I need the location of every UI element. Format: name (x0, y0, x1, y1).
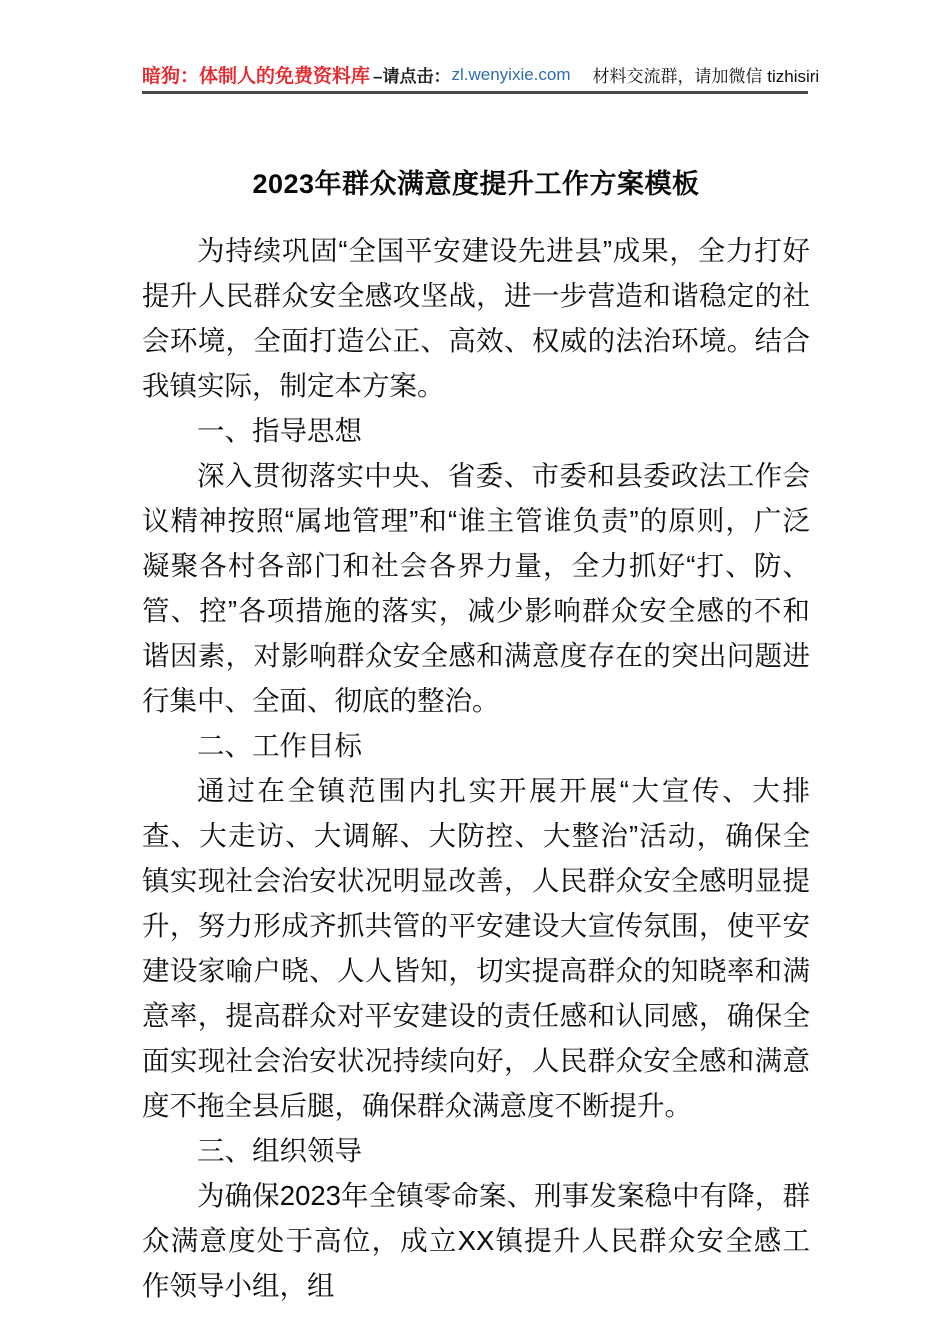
promo-site-link[interactable]: zl.wenyixie.com (451, 64, 571, 84)
section-heading-2: 二、工作目标 (197, 730, 362, 761)
promo-click-prompt: –请点击： (373, 67, 451, 86)
paragraph: 为持续巩固“全国平安建设先进县”成果，全力打好提升人民群众安全感攻坚战，进一步营造和谐稳定的社会环境，全面打造公正、高效、权威的法治环境。结合我镇实际，制定本方案。 (142, 235, 810, 401)
promo-wechat-note: 材料交流群，请加微信 tizhisiri (592, 67, 820, 86)
promo-header-banner (142, 58, 820, 94)
section-heading-1: 一、指导思想 (197, 415, 362, 446)
section-heading-3: 三、组织领导 (197, 1135, 362, 1166)
paragraph: 通过在全镇范围内扎实开展开展“大宣传、大排查、大走访、大调解、大防控、大整治”活动，确保全镇实现社会治安状况明显改善，人民群众安全感明显提升，努力形成齐抓共管的平安建设大宣传氛围，使平安建设家喻户晓、人人皆知，切实提高群众的知晓率和满意率，提高群众对平安建设的责任感和认同感，确保全面实现社会治安状况持续向好，人民群众安全感和满意度不拖全县后腿，确保群众满意度不断提升。 (142, 775, 810, 1121)
paragraph: 深入贯彻落实中央、省委、市委和县委政法工作会议精神按照“属地管理”和“谁主管谁负责”的原则，广泛凝聚各村各部门和社会各界力量，全力抓好“打、防、管、控”各项措施的落实，减少影响群众安全感的不和谐因素，对影响群众安全感和满意度存在的突出问题进行集中、全面、彻底的整治。 (142, 460, 810, 716)
paragraph: 为确保2023年全镇零命案、刑事发案稳中有降，群众满意度处于高位，成立XX镇提升人民群众安全感工作领导小组，组 (142, 1180, 810, 1301)
document-body (142, 228, 810, 1308)
page-title: 2023年群众满意度提升工作方案模板 (252, 169, 700, 199)
promo-site-name: 暗狗：体制人的免费资料库 (142, 66, 371, 87)
